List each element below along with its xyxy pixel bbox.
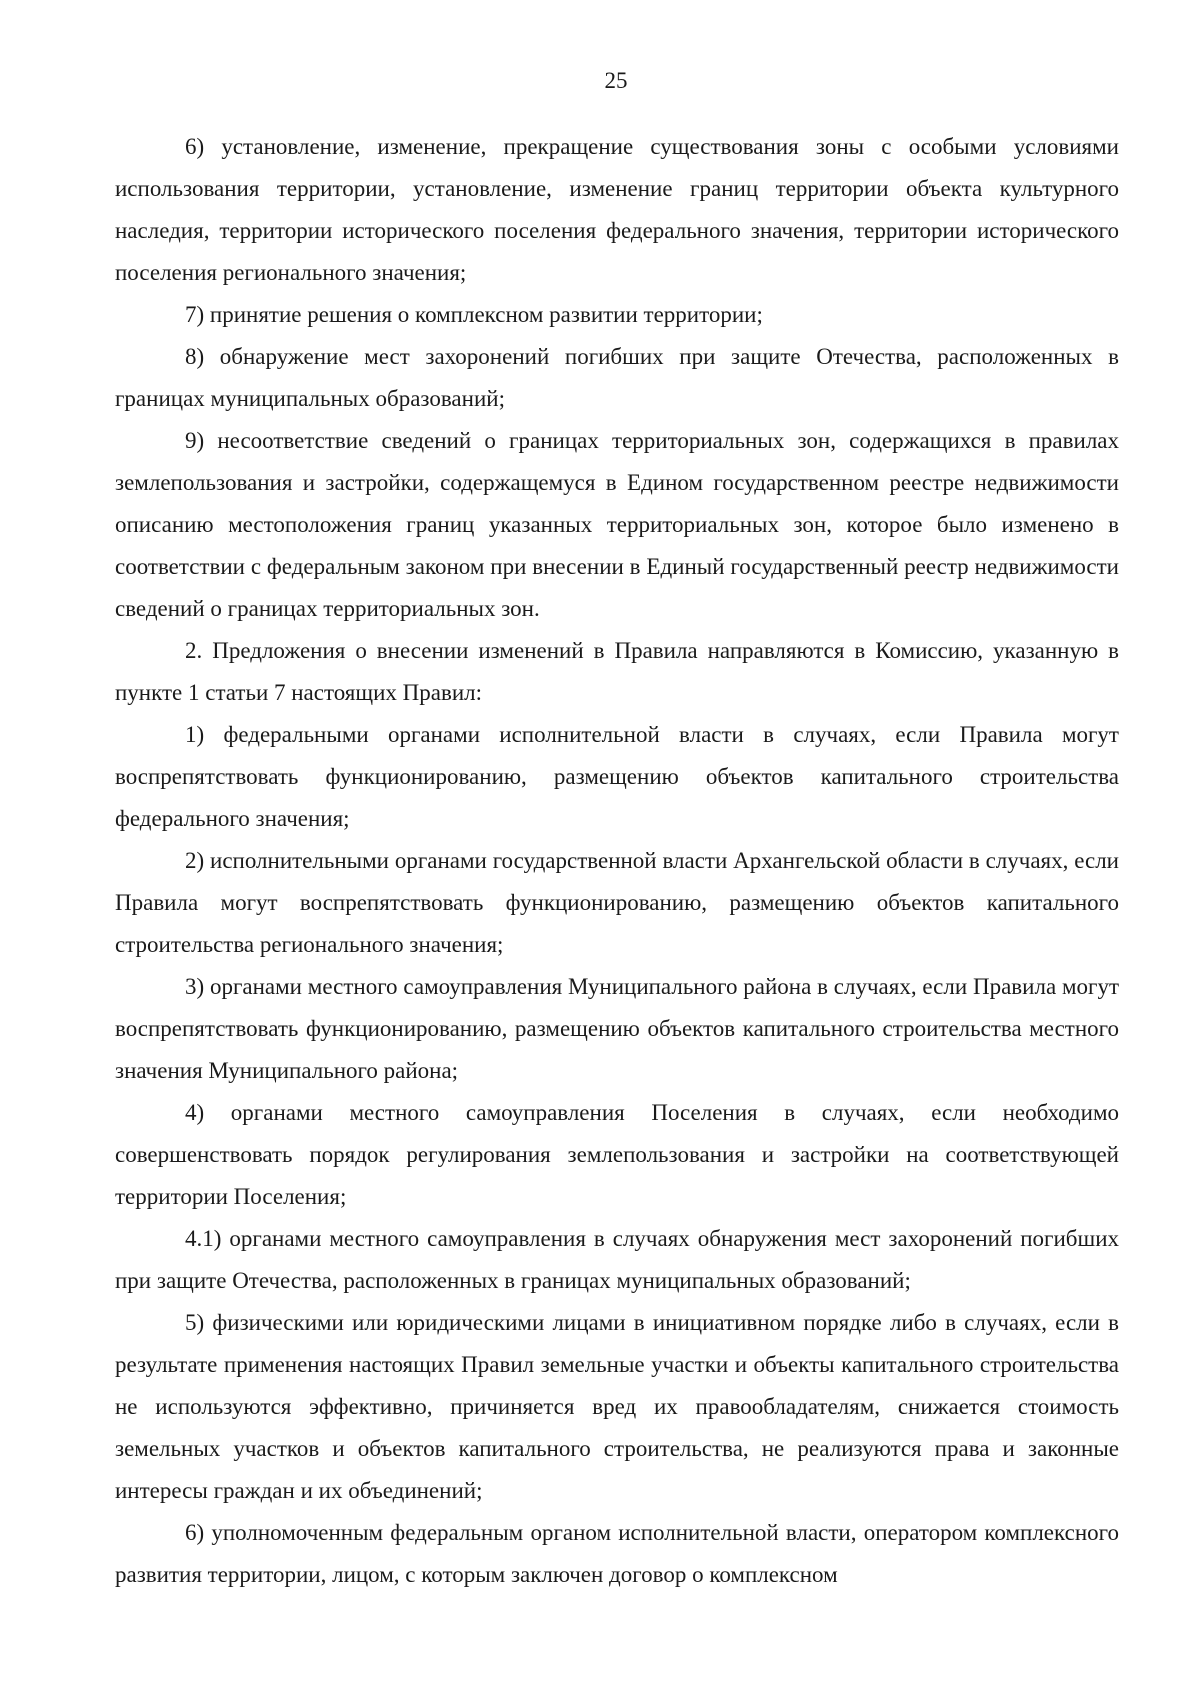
paragraph-subitem-1: 1) федеральными органами исполнительной власти в случаях, если Правила могут воспрепятствовать функционированию, размещению объектов капитального строительства федерального значения;: [115, 722, 1119, 831]
paragraph-subitem-3: 3) органами местного самоуправления Муниципального района в случаях, если Правила могут воспрепятствовать функционированию, размещению объектов капитального строительства местного значения Муниципального района;: [115, 974, 1119, 1083]
document-body: [115, 126, 1119, 1596]
paragraph-item-7: 7) принятие решения о комплексном развитии территории;: [185, 302, 763, 327]
paragraph-section-2: 2. Предложения о внесении изменений в Правила направляются в Комиссию, указанную в пункте 1 статьи 7 настоящих Правил:: [115, 638, 1119, 705]
paragraph-subitem-5: 5) физическими или юридическими лицами в инициативном порядке либо в случаях, если в результате применения настоящих Правил земельные участки и объекты капитального строительства не используются эффективно, причиняется вред их правообладателям, снижается стоимость земельных участков и объектов капитального строительства, не реализуются права и законные интересы граждан и их объединений;: [115, 1310, 1119, 1503]
paragraph-subitem-2: 2) исполнительными органами государственной власти Архангельской области в случаях, если Правила могут воспрепятствовать функционированию, размещению объектов капитального строительства регионального значения;: [115, 848, 1119, 957]
paragraph-item-6: 6) установление, изменение, прекращение существования зоны с особыми условиями использования территории, установление, изменение границ территории объекта культурного наследия, территории исторического поселения федерального значения, территории исторического поселения регионального значения;: [115, 134, 1119, 285]
paragraph-subitem-4: 4) органами местного самоуправления Поселения в случаях, если необходимо совершенствовать порядок регулирования землепользования и застройки на соответствующей территории Поселения;: [115, 1100, 1119, 1209]
paragraph-subitem-4-1: 4.1) органами местного самоуправления в случаях обнаружения мест захоронений погибших при защите Отечества, расположенных в границах муниципальных образований;: [115, 1226, 1119, 1293]
paragraph-subitem-6: 6) уполномоченным федеральным органом исполнительной власти, оператором комплексного развития территории, лицом, с которым заключен договор о комплексном: [115, 1520, 1119, 1587]
paragraph-item-8: 8) обнаружение мест захоронений погибших при защите Отечества, расположенных в границах муниципальных образований;: [115, 344, 1119, 411]
page-number: 25: [604, 68, 628, 93]
paragraph-item-9: 9) несоответствие сведений о границах территориальных зон, содержащихся в правилах землепользования и застройки, содержащемуся в Едином государственном реестре недвижимости описанию местоположения границ указанных территориальных зон, которое было изменено в соответствии с федеральным законом при внесении в Единый государственный реестр недвижимости сведений о границах территориальных зон.: [115, 428, 1119, 621]
